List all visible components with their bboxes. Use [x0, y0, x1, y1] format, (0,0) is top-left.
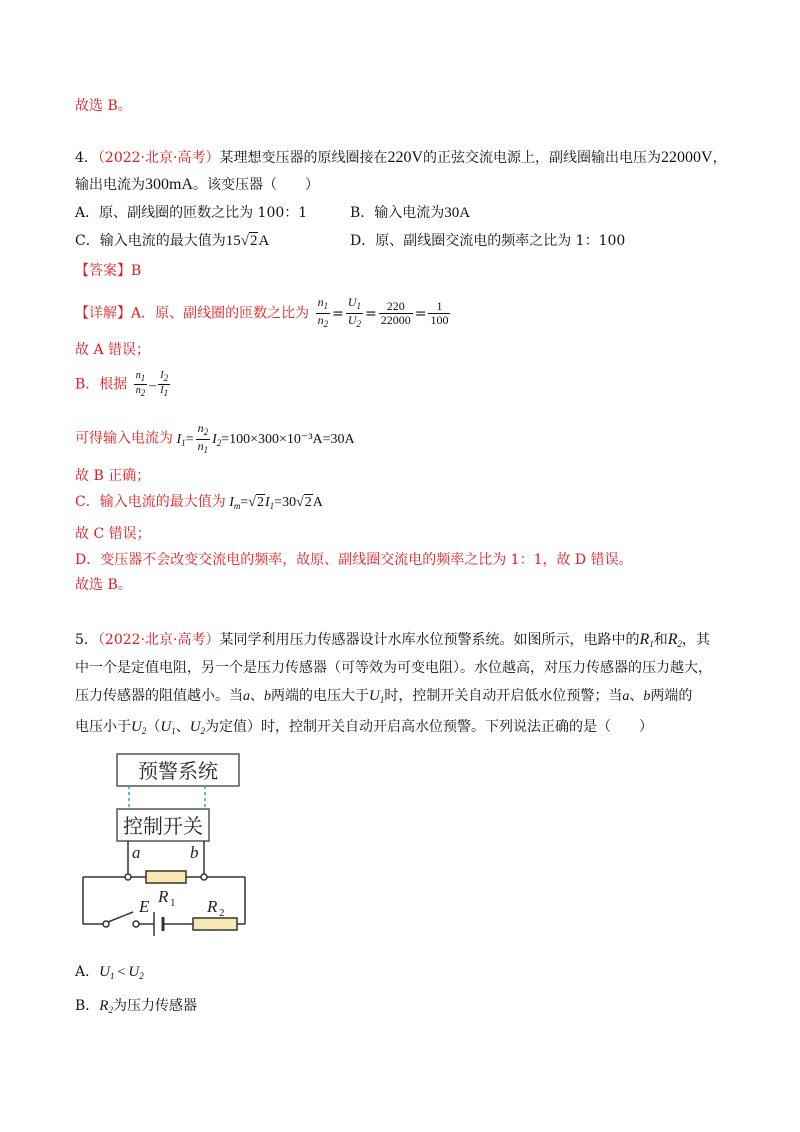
r1-label: R [158, 887, 169, 906]
sym: 2 [304, 495, 312, 510]
sym: U [131, 719, 142, 735]
q4-i2: 300mA [145, 176, 193, 193]
sym: 1 [181, 437, 186, 448]
detail-b-text: B．根据 [75, 376, 128, 393]
sym: 1 [140, 373, 146, 383]
sym: 1 [269, 501, 275, 511]
q4-text: 输出电流为 [75, 177, 145, 193]
terminal-b-label: b [190, 843, 199, 862]
q5-text: ，其 [682, 632, 711, 648]
q4-wrong-c: 故 C 错误； [75, 526, 151, 542]
sym: n [197, 439, 204, 453]
derive-expr: =100×300×10⁻³A=30A [221, 431, 355, 447]
sym: = [240, 495, 249, 510]
sym: 2 [216, 437, 222, 448]
q5-text: 电压小于 [75, 719, 131, 735]
q5-text: 和 [653, 632, 668, 648]
sym: 2 [256, 495, 264, 510]
q4-correct-b: 故 B 正确； [75, 468, 151, 484]
sym: 2 [677, 639, 683, 649]
switch-lever [108, 912, 133, 922]
sym: I [176, 431, 182, 447]
sym: a [243, 689, 250, 704]
q4-detail-b: B．根据 $\frac{n_1}{n_2}$ – $\frac{I_2}{I_1}$ [75, 370, 169, 398]
q5-stem-line3 [75, 686, 692, 710]
q5-option-a[interactable] [75, 962, 144, 986]
detail-label: 【详解】 [75, 305, 131, 322]
q5-option-b[interactable] [75, 996, 197, 1020]
warning-system-label: 预警系统 [138, 759, 218, 783]
sym: 1 [109, 971, 115, 981]
sym: = [414, 305, 427, 322]
sym: R [667, 631, 678, 648]
q5-stem-line4 [75, 717, 653, 741]
sym: m [233, 501, 241, 511]
q4-wrong-a: 故 A 错误； [75, 342, 151, 358]
sym: = [185, 431, 194, 447]
q5-text: 、 [250, 688, 264, 704]
q4-source: （2022·北京·高考） [97, 150, 220, 166]
sym: = [274, 495, 283, 510]
sym: 2 [108, 1005, 113, 1015]
q4-conclusion: 故选 B。 [75, 577, 132, 593]
sym: 1 [171, 726, 176, 736]
q4-option-b-text: B．输入电流为 [350, 205, 445, 221]
sym: b [643, 689, 651, 704]
detail-c-text: C．输入电流的最大值为 [75, 494, 226, 510]
sym: 1 [203, 445, 209, 455]
switch-contact [133, 921, 139, 927]
q4-stem-line1 [75, 148, 727, 168]
sym: I [264, 495, 270, 510]
sym: U [128, 964, 140, 980]
q4-text: 的正弦交流电源上，副线圈输出电压为 [423, 150, 662, 166]
emf-label: E [139, 897, 150, 916]
q5-source: （2022·北京·高考） [97, 632, 220, 648]
sym: 1 [323, 301, 329, 311]
q4-text: 。该变压器（ ） [193, 177, 319, 193]
sym: I [160, 370, 164, 381]
q4-text: 某理想变压器的原线圈接在 [219, 150, 388, 166]
q4-stem-line2 [75, 175, 319, 195]
q5-option-a-label: A． [75, 964, 100, 980]
sym: b [264, 689, 271, 704]
q4-option-b[interactable] [350, 203, 470, 223]
q4-option-c-unit: A [258, 233, 270, 249]
sym: R [639, 631, 650, 648]
q5-text: 某同学利用压力传感器设计水库水位预警系统。如图所示，电路中的 [219, 632, 640, 648]
sym: U [347, 313, 357, 327]
q5-stem-line2: 中一个是定值电阻，另一个是压力传感器（可等效为可变电阻）。水位越高，对压力传感器的压力越大， [75, 660, 712, 676]
frac-num: 220 [379, 300, 413, 314]
control-switch-label: 控制开关 [123, 814, 203, 838]
sym: < [117, 965, 126, 980]
sym: 2 [139, 971, 144, 981]
sym: 2 [356, 319, 361, 329]
q4-option-c[interactable]: C．输入电流的最大值为15√2A [75, 233, 270, 249]
sym: = [332, 305, 344, 322]
q4-option-c-radicand: 2 [249, 233, 258, 249]
prev-conclusion: 故选 B。 [75, 98, 132, 114]
sym: U [369, 688, 380, 704]
q4-option-d[interactable]: D．原、副线圈交流电的频率之比为 1：100 [350, 233, 626, 249]
q5-text: 、 [629, 688, 644, 704]
sym: 2 [323, 319, 329, 329]
r2-label: R [207, 897, 218, 916]
sym: U [189, 719, 201, 735]
terminal-b-node [201, 874, 207, 880]
sym: R [99, 998, 109, 1014]
sym: U [160, 719, 172, 735]
q4-detail-d: D．变压器不会改变交流电的频率，故原、副线圈交流电的频率之比为 1：1，故 D 错误。 [75, 552, 633, 568]
q4-detail-c: C．输入电流的最大值为 $I_m=√2I_1=30√2A$ [75, 494, 323, 511]
sym: 1 [649, 639, 654, 649]
q4-option-c-coef: 15 [225, 233, 241, 249]
c-coef: 30 [282, 495, 297, 510]
r2-label-sub: 2 [219, 907, 225, 919]
sym: a [622, 689, 630, 704]
sym: n [317, 313, 324, 327]
circuit-diagram [75, 752, 255, 937]
sym: 2 [141, 726, 147, 736]
terminal-a-label: a [132, 843, 141, 862]
sym: I [160, 385, 164, 396]
sym: 2 [163, 373, 169, 383]
detail-a-text: A．原、副线圈的匝数之比为 [131, 305, 310, 322]
q5-text: 压力传感器的阻值越小。当 [75, 688, 243, 704]
sym: n [197, 421, 204, 435]
q5-text: 时，控制开关自动开启低水位预警；当 [384, 688, 623, 704]
q5-text: 、 [175, 719, 190, 735]
sym: n [317, 295, 324, 309]
q4-detail-b-derive [75, 422, 355, 457]
terminal-a-node [125, 874, 131, 880]
q5-option-b-label: B． [75, 998, 100, 1014]
q4-text: ， [712, 150, 727, 166]
c-unit: A [312, 495, 323, 510]
q4-v1: 220V [387, 149, 424, 166]
q4-option-b-value: 30A [444, 205, 471, 221]
sym: 1 [356, 301, 361, 311]
resistor-r2 [193, 918, 237, 930]
q4-detail-a [75, 296, 452, 331]
q4-option-c-text: C．输入电流的最大值为 [75, 233, 226, 249]
derive-text: 可得输入电流为 [75, 430, 173, 447]
frac-den: 22000 [380, 313, 411, 327]
sym: U [99, 964, 110, 980]
q5-number: 5． [75, 632, 98, 648]
q4-answer: 【答案】B [75, 263, 142, 279]
sym: I [229, 495, 234, 510]
r1-label-sub: 1 [170, 897, 176, 909]
q4-v2: 22000V [661, 149, 713, 166]
q4-option-a[interactable]: A．原、副线圈的匝数之比为 100：1 [75, 205, 308, 221]
q5-text: （ [146, 719, 161, 735]
q5-text: 两端的 [650, 688, 693, 704]
sym: n [135, 385, 141, 396]
sym: 2 [203, 427, 209, 437]
sym: = [364, 305, 377, 322]
q5-text: 两端的电压大于 [271, 688, 369, 704]
sym: n [135, 370, 141, 381]
sym: U [347, 295, 357, 309]
sym: 2 [140, 388, 146, 398]
sym: 2 [200, 726, 206, 736]
q5-text: 为定值）时，控制开关自动开启高水位预警。下列说法正确的是（ ） [205, 719, 654, 735]
q5-stem-line1 [75, 630, 710, 654]
q5-option-b-text: 为压力传感器 [112, 998, 197, 1014]
sym: 1 [163, 388, 169, 398]
sym: 1 [379, 695, 385, 705]
sym: I [212, 431, 217, 447]
frac-den: 100 [430, 313, 449, 327]
resistor-r1 [146, 871, 186, 883]
q4-number: 4． [75, 150, 98, 166]
frac-num: 1 [428, 300, 450, 314]
